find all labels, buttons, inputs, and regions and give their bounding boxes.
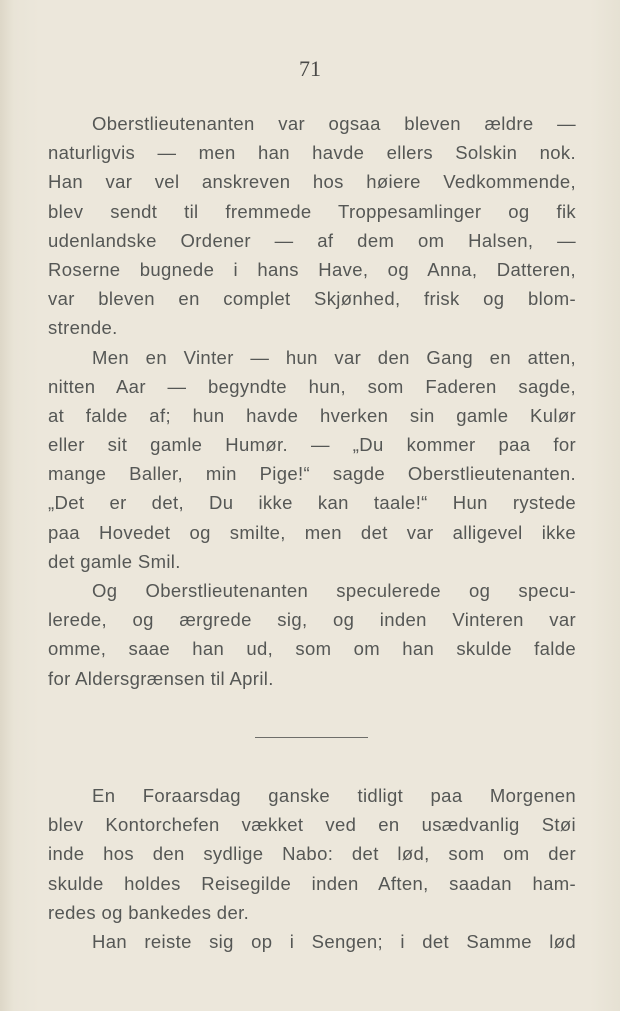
text-line: var bleven en complet Skjønhed, frisk og blom- [48, 288, 576, 310]
text-line: omme, saae han ud, som om han skulde falde [48, 638, 576, 660]
text-line: Roserne bugnede i hans Have, og Anna, Datteren, [48, 258, 576, 280]
text-line: naturligvis — men han havde ellers Solskin nok. [48, 142, 576, 164]
text-section-2 [48, 781, 576, 956]
text-line: Han reiste sig op i Sengen; i det Samme lød [92, 930, 576, 952]
text-line: at falde af; hun havde hverken sin gamle Kulør [48, 404, 576, 426]
text-line: „Det er det, Du ikke kan taale!“ Hun rystede [48, 492, 576, 514]
text-line: for Aldersgrænsen til April. [48, 667, 274, 689]
text-line: redes og bankedes der. [48, 901, 250, 923]
text-line: Oberstlieutenanten var ogsaa bleven ældre — [92, 113, 576, 134]
text-line: udenlandske Ordener — af dem om Halsen, — [48, 229, 576, 251]
text-line: inde hos den sydlige Nabo: det lød, som om der [48, 843, 576, 865]
text-line: paa Hovedet og smilte, men det var alligevel ikke [48, 521, 576, 543]
text-line: blev Kontorchefen vækket ved en usædvanlig Støi [48, 814, 576, 836]
text-line: Og Oberstlieutenanten speculerede og specu- [92, 580, 576, 601]
text-line: strende. [48, 317, 118, 339]
text-line: det gamle Smil. [48, 550, 181, 572]
text-line: lerede, og ærgrede sig, og inden Vinteren var [48, 609, 576, 631]
text-line: nitten Aar — begyndte hun, som Faderen sagde, [48, 375, 576, 397]
text-line: mange Baller, min Pige!“ sagde Oberstlieutenanten. [48, 463, 576, 485]
page-number: 71 [299, 56, 321, 81]
text-line: blev sendt til fremmede Troppesamlinger og fik [48, 200, 576, 222]
text-line: skulde holdes Reisegilde inden Aften, saadan ham- [48, 872, 576, 894]
text-section-1 [48, 109, 576, 693]
section-divider [255, 737, 368, 738]
text-line: En Foraarsdag ganske tidligt paa Morgenen [92, 785, 576, 806]
text-line: eller sit gamle Humør. — „Du kommer paa for [48, 434, 576, 456]
text-line: Han var vel anskreven hos høiere Vedkommende, [48, 171, 576, 193]
text-line: Men en Vinter — hun var den Gang en atten, [92, 346, 576, 368]
